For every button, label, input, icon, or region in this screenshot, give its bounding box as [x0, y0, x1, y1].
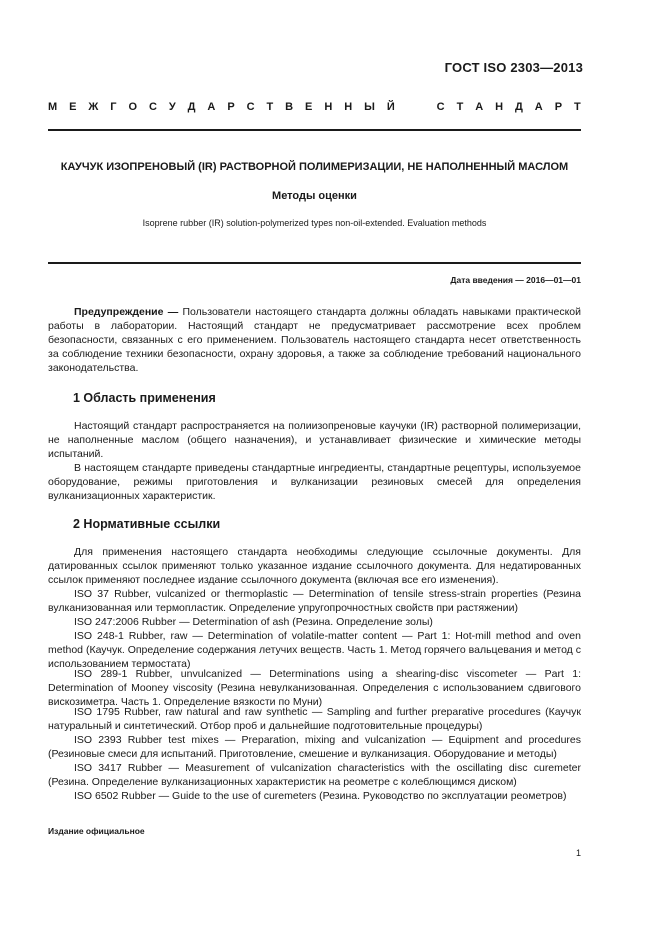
english-title: Isoprene rubber (IR) solution-polymerized types non-oil-extended. Evaluation methods [142, 218, 487, 228]
section-2-intro [48, 545, 581, 587]
section-2-intro-text: Для применения настоящего стандарта необходимы следующие ссылочные документы. Для датированных ссылок применяют только указанное издание ссылочного документа. Для недатированных ссылок применяют последнее издание ссылочного документа (включая все его изменения). [48, 546, 581, 586]
standard-number: ГОСТ ISO 2303—2013 [444, 60, 583, 75]
banner-letter: Т [266, 101, 274, 113]
section-1-paragraph-1 [48, 419, 581, 461]
banner-letter: Н [495, 101, 504, 113]
banner-letter [407, 101, 410, 113]
reference-item [48, 667, 581, 709]
section-2-heading: 2 Нормативные ссылки [73, 517, 221, 531]
reference-text: ISO 3417 Rubber — Measurement of vulcanization characteristics with the oscillating disc curemeter (Резина. Определение вулканизационных характеристик на реометре с колеблющимся диском) [48, 762, 581, 788]
reference-item [48, 615, 581, 629]
banner-letter: Т [573, 101, 581, 113]
banner-letter: Т [456, 101, 464, 113]
banner-letter: Н [344, 101, 353, 113]
banner-letter: Е [305, 101, 313, 113]
banner-letter: У [168, 101, 176, 113]
reference-text: ISO 2393 Rubber test mixes — Preparation, mixing and vulcanization — Equipment and procedures (Резиновые смеси для испытаний. Приготовление, смешение и вулканизация. Оборудование и методы) [48, 734, 581, 760]
banner-letter [422, 101, 425, 113]
document-title: КАУЧУК ИЗОПРЕНОВЫЙ (IR) РАСТВОРНОЙ ПОЛИМЕРИЗАЦИИ, НЕ НАПОЛНЕННЫЙ МАСЛОМ [60, 161, 569, 173]
section-1-text-1: Настоящий стандарт распространяется на полиизопреновые каучуки (IR) растворной полимеризации, не наполненные маслом (общего назначения), и устанавливает физические и химические методы испытаний. [48, 420, 581, 460]
banner-letter: Н [324, 101, 333, 113]
banner-letter: А [475, 101, 484, 113]
banner-letter: Ы [364, 101, 375, 113]
banner-letter: Р [227, 101, 235, 113]
warning-text: Пользователи настоящего стандарта должны обладать навыками практической работы в лаборатории. Настоящий стандарт не предусматривает рассмотрение всех проблем безопасности, связанных с его применением. Пользователь настоящего стандарта несет ответственность за соблюдение техники безопасности, охрану здоровья, а также за соблюдение требований национального законодательства. [48, 306, 581, 374]
section-1-text-2: В настоящем стандарте приведены стандартные ингредиенты, стандартные рецептуры, используемое оборудование, режимы приготовления и вулканизации резиновых смесей для определения вулканизационных характеристик. [48, 462, 581, 502]
banner-letter: Г [110, 101, 117, 113]
banner-letter: Д [515, 101, 523, 113]
banner-letter: Д [187, 101, 196, 113]
banner-letter: Й [386, 101, 395, 113]
banner-letter: С [246, 101, 255, 113]
reference-item [48, 761, 581, 789]
banner-letter: Р [554, 101, 563, 113]
section-1-paragraph-2 [48, 461, 581, 503]
reference-text: ISO 37 Rubber, vulcanized or thermoplastic — Determination of tensile stress-strain properties (Резина вулканизованная или термопластик. Определение упругопрочностных свойств при растяжении) [48, 588, 581, 614]
banner-letter: Е [69, 101, 77, 113]
reference-text: ISO 289-1 Rubber, unvulcanized — Determinations using a shearing-disc viscometer — Part 1: Determination of Mooney viscosity (Резина невулканизованная. Определения с использованием сдвигового вискозиметра. Часть 1. Определение вязкости по Муни) [48, 668, 581, 708]
section-1-heading: 1 Область применения [73, 391, 216, 405]
warning-paragraph [48, 305, 581, 375]
reference-text: ISO 248-1 Rubber, raw — Determination of volatile-matter content — Part 1: Hot-mill method and oven method (Каучук. Определение содержания летучих веществ. Часть 1. Метод горячего вальцевания и метод с использованием термостата) [48, 630, 581, 670]
top-divider [48, 129, 581, 131]
reference-item [48, 789, 581, 803]
reference-item [48, 733, 581, 761]
document-subtitle: Методы оценки [272, 190, 357, 202]
warning-label: Предупреждение — [74, 306, 179, 318]
title-divider [48, 262, 581, 264]
interstate-standard-banner [48, 101, 581, 113]
reference-text: ISO 1795 Rubber, raw natural and raw synthetic — Sampling and further preparative procedures (Каучук натуральный и синтетический. Отбор проб и дальнейшие подготовительные процедуры) [48, 706, 581, 732]
reference-item [48, 587, 581, 615]
banner-letter: С [148, 101, 157, 113]
banner-letter: О [128, 101, 138, 113]
banner-letter: С [436, 101, 445, 113]
reference-item [48, 705, 581, 733]
banner-letter: А [534, 101, 543, 113]
banner-letter: В [285, 101, 294, 113]
reference-text: ISO 6502 Rubber — Guide to the use of curemeters (Резина. Руководство по эксплуатации реометров) [74, 790, 567, 802]
intro-date: Дата введения — 2016—01—01 [450, 275, 581, 285]
banner-letter: А [207, 101, 216, 113]
reference-text: ISO 247:2006 Rubber — Determination of ash (Резина. Определение золы) [74, 616, 433, 628]
banner-letter: М [48, 101, 58, 113]
page-number: 1 [575, 848, 581, 858]
reference-item [48, 629, 581, 671]
official-edition-note: Издание официальное [48, 826, 145, 836]
banner-letter: Ж [88, 101, 99, 113]
